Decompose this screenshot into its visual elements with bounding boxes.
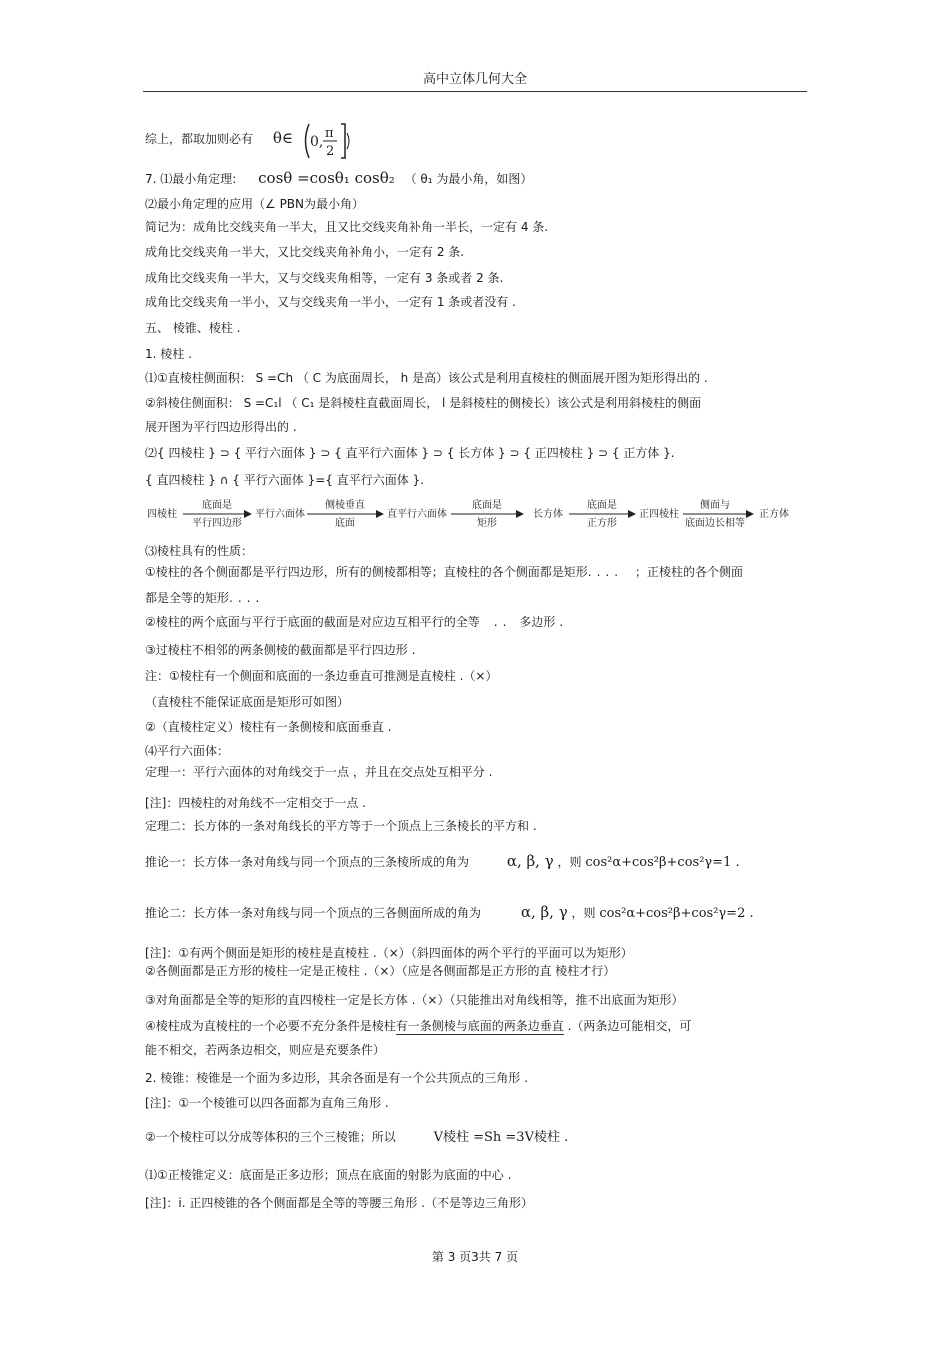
corollary-one-then: ，则 (557, 855, 582, 869)
chain-arrow-4-bottom: 正方形 (587, 518, 617, 529)
line-17 (145, 590, 259, 606)
chain-node-1: 四棱柱 (147, 509, 177, 520)
line-30: ②各侧面都是正方形的棱柱一定是正棱柱 .（×）（应是各侧面都是正方形的直 棱柱才行） (145, 964, 616, 978)
line-32 (145, 1018, 691, 1034)
corollary-two-text: 推论二：长方体一条对角线与同一个顶点的三各侧面所成的角为 (145, 906, 482, 920)
line-16-text: ①棱柱的各个侧面都是平行四边形，所有的侧棱都相等；直棱柱的各个侧面都是矩形 (145, 565, 588, 579)
line-36 (145, 1129, 568, 1146)
chain-arrow-2-top: 侧棱垂直 (325, 500, 365, 511)
page-header-title: 高中立体几何大全 (422, 72, 527, 87)
prism-inclusion-chain (145, 496, 805, 536)
line-06: 成角比交线夹角一半大，又与交线夹角相等，一定有 3 条或者 2 条. (145, 271, 504, 285)
line-10: ⑴①直棱柱侧面积： S =Ch （ C 为底面周长， h 是高）该公式是利用直棱柱的侧面展开图为矩形得出的 . (145, 371, 708, 385)
line-16-tail: ；正棱柱的各个侧面 (635, 565, 744, 579)
theta-in: θ∈ (272, 129, 293, 147)
page-footer: 第 3 页3共 7 页 (431, 1250, 519, 1264)
chain-arrow-1-top: 底面是 (202, 500, 232, 511)
line-03: ⑵最小角定理的应用（∠ PBN为最小角） (145, 197, 365, 211)
line-17-tail: . (255, 591, 260, 605)
min-angle-note: （ θ₁ 为最小角，如图） (404, 172, 533, 186)
chain-arrow-2-bottom: 底面 (335, 518, 355, 529)
corollary-two-angles: α, β, γ (520, 903, 568, 921)
line-14: { 直四棱柱 } ∩ { 平行六面体 }={ 直平行六面体 }. (145, 473, 424, 487)
emphasis-dots: .... (587, 565, 624, 579)
interval-bracket (301, 122, 353, 160)
line-13: ⑵{ 四棱柱 } ⊃ { 平行六面体 } ⊃ { 直平行六面体 } ⊃ { 长方体 } ⊃ { 正四棱柱 } ⊃ { 正方体 }. (145, 446, 675, 460)
line-26: 定理二：长方体的一条对角线长的平方等于一个顶点上三条棱长的平方和 . (145, 819, 537, 833)
line-35: [注]：①一个棱锥可以四各面都为直角三角形 . (145, 1096, 389, 1110)
chain-arrow-1-bottom: 平行四边形 (192, 518, 242, 529)
chain-node-6: 正方体 (759, 509, 789, 520)
line-38: [注]：i. 正四棱锥的各个侧面都是全等的等腰三角形 .（不是等边三角形） (145, 1196, 533, 1210)
emphasis-dots: ... (229, 591, 256, 605)
chain-node-4: 长方体 (533, 509, 563, 520)
corollary-one-formula: cos²α+cos²β+cos²γ=1 . (585, 855, 740, 870)
line-32-text: ④棱柱成为直棱柱的一个必要不充分条件是棱柱 (145, 1019, 396, 1033)
line-25: [注]：四棱柱的对角线不一定相交于一点 . (145, 796, 366, 810)
chain-node-3: 直平行六面体 (387, 509, 447, 520)
chain-arrow-5-top: 侧面与 (700, 500, 730, 511)
emphasis-dots: .. (493, 615, 512, 629)
line-21: （直棱柱不能保证底面是矩形可如图） (145, 695, 350, 709)
line-37: ⑴①正棱锥定义：底面是正多边形；顶点在底面的射影为底面的中心 . (145, 1168, 512, 1182)
line-15: ⑶棱柱具有的性质： (145, 544, 254, 558)
line-34: 2. 棱锥：棱锥是一个面为多边形，其余各面是有一个公共顶点的三角形 . (145, 1071, 528, 1085)
corollary-one-text: 推论一：长方体一条对角线与同一个顶点的三条棱所成的角为 (145, 855, 470, 869)
close-paren (347, 133, 349, 149)
chain-arrow-3-bottom: 矩形 (477, 518, 497, 529)
line-31: ③对角面都是全等的矩形的直四棱柱一定是长方体 .（×）（只能推出对角线相等，推不出底面为矩形） (145, 993, 684, 1007)
underlined-condition: 有一条侧棱与底面的两条边垂直 (395, 1019, 564, 1033)
line-07: 成角比交线夹角一半小，又与交线夹角一半小，一定有 1 条或者没有 . (145, 295, 516, 309)
section-heading-five: 五、 棱锥、棱柱 . (145, 321, 241, 335)
left-paren (306, 124, 310, 158)
right-bracket (341, 124, 345, 158)
chain-node-2: 平行六面体 (255, 509, 305, 520)
line-17-text: 都是全等的矩形 (145, 591, 230, 605)
line-16 (145, 564, 743, 580)
interval-start: 0, (310, 134, 324, 150)
line-24: 定理一：平行六面体的对角线交于一点 ，并且在交点处互相平分 . (145, 765, 493, 779)
subsection-prism: 1. 棱柱 . (145, 347, 192, 361)
line-20: 注：①棱柱有一个侧面和底面的一条边垂直可推测是直棱柱 .（×） (145, 669, 498, 683)
denominator-two: 2 (326, 144, 335, 159)
line-23: ⑷平行六面体： (145, 744, 230, 758)
volume-formula: V棱柱 =Sh =3V棱柱 . (433, 1130, 569, 1145)
line-18-tail: 多边形 . (519, 615, 564, 629)
line-19: ③过棱柱不相邻的两条侧棱的截面都是平行四边形 . (145, 643, 416, 657)
corollary-one (145, 853, 740, 871)
line-18-text: ②棱柱的两个底面与平行于底面的截面是对应边互相平行的全等 (145, 615, 480, 629)
line-22: ②（直棱柱定义）棱柱有一条侧棱和底面垂直 . (145, 720, 392, 734)
line-min-angle-theorem (145, 170, 532, 187)
pi-symbol: π (325, 126, 334, 141)
line-12: 展开图为平行四边形得出的 . (145, 420, 297, 434)
chain-arrow-3-top: 底面是 (472, 500, 502, 511)
line-summary-text: 综上，都取加则必有 (145, 132, 254, 146)
corollary-two-formula: cos²α+cos²β+cos²γ=2 . (599, 906, 754, 921)
line-33: 能不相交，若两条边相交，则应是充要条件） (145, 1043, 386, 1057)
min-angle-formula: cosθ =cosθ₁ cosθ₂ (258, 169, 395, 187)
min-angle-label: 7. ⑴最小角定理: (145, 172, 237, 186)
corollary-two (145, 904, 754, 922)
line-32-tail: .（两条边可能相交，可 (563, 1019, 692, 1033)
line-04: 简记为：成角比交线夹角一半大，且又比交线夹角补角一半长，一定有 4 条. (145, 220, 549, 234)
corollary-two-then: ，则 (571, 906, 596, 920)
line-36-text: ②一个棱柱可以分成等体积的三个三棱锥；所以 (145, 1130, 396, 1144)
line-05: 成角比交线夹角一半大，又比交线夹角补角小，一定有 2 条. (145, 245, 465, 259)
chain-node-5: 正四棱柱 (639, 509, 679, 520)
line-18 (145, 614, 563, 630)
line-29: [注]：①有两个侧面是矩形的棱柱是直棱柱 .（×）（斜四面体的两个平行的平面可以为矩形） (145, 946, 633, 960)
line-11: ②斜棱住侧面积： S =C₁l （ C₁ 是斜棱柱直截面周长， l 是斜棱柱的侧棱长）该公式是利用斜棱柱的侧面 (145, 396, 702, 410)
chain-arrow-5-bottom: 底面边长相等 (685, 518, 745, 529)
corollary-one-angles: α, β, γ (506, 852, 554, 870)
header-rule (143, 91, 807, 92)
line-summary (145, 130, 293, 147)
chain-arrow-4-top: 底面是 (587, 500, 617, 511)
